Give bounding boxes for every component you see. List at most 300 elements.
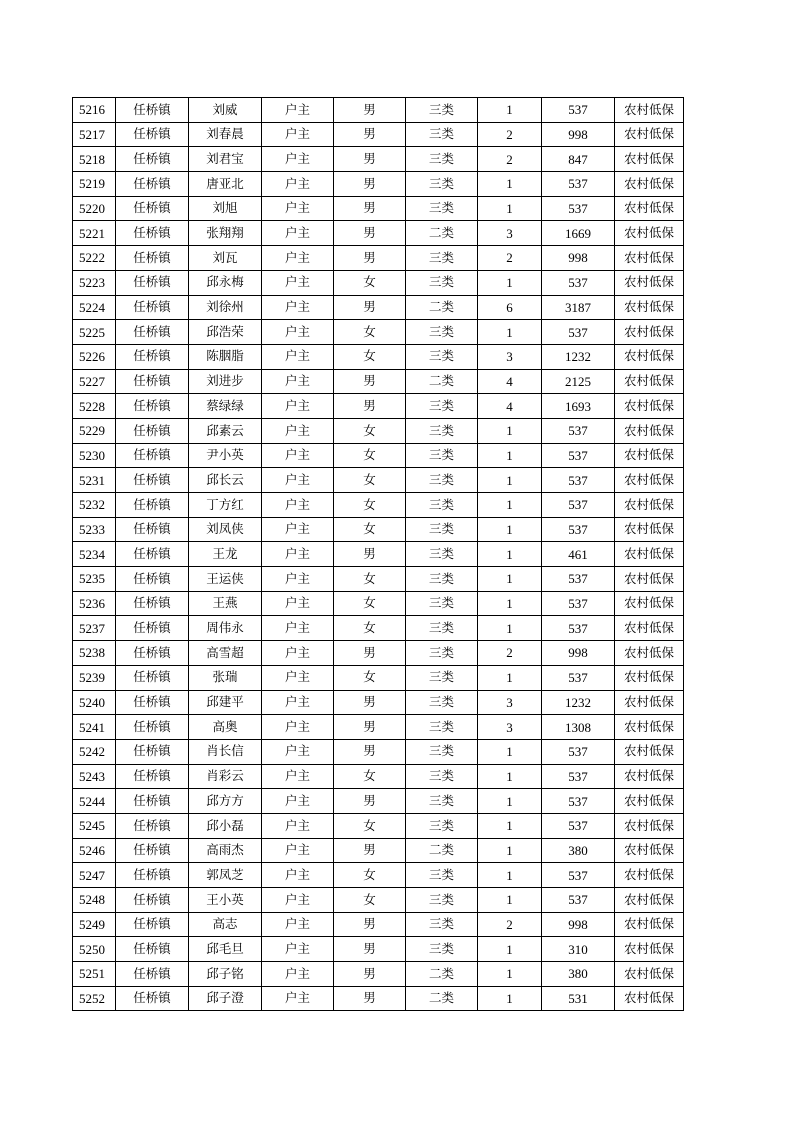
cell-relation: 户主 — [262, 344, 334, 369]
cell-amount: 1308 — [542, 715, 615, 740]
cell-town: 任桥镇 — [116, 764, 189, 789]
cell-category: 三类 — [406, 937, 478, 962]
cell-gender: 女 — [334, 567, 406, 592]
cell-household-size: 1 — [478, 542, 542, 567]
cell-amount: 537 — [542, 418, 615, 443]
cell-name: 王小英 — [189, 888, 262, 913]
cell-record-id: 5244 — [73, 789, 116, 814]
cell-relation: 户主 — [262, 147, 334, 172]
cell-program: 农村低保 — [615, 493, 684, 518]
table-row — [73, 542, 684, 567]
cell-name: 高雪超 — [189, 641, 262, 666]
cell-program: 农村低保 — [615, 270, 684, 295]
cell-program: 农村低保 — [615, 295, 684, 320]
cell-household-size: 1 — [478, 517, 542, 542]
cell-town: 任桥镇 — [116, 493, 189, 518]
cell-program: 农村低保 — [615, 98, 684, 123]
cell-amount: 1669 — [542, 221, 615, 246]
cell-record-id: 5227 — [73, 369, 116, 394]
cell-category: 三类 — [406, 98, 478, 123]
cell-record-id: 5231 — [73, 468, 116, 493]
cell-relation: 户主 — [262, 789, 334, 814]
cell-program: 农村低保 — [615, 962, 684, 987]
cell-relation: 户主 — [262, 468, 334, 493]
cell-record-id: 5236 — [73, 591, 116, 616]
cell-town: 任桥镇 — [116, 962, 189, 987]
cell-town: 任桥镇 — [116, 739, 189, 764]
cell-town: 任桥镇 — [116, 196, 189, 221]
cell-program: 农村低保 — [615, 369, 684, 394]
cell-name: 邱小磊 — [189, 813, 262, 838]
table-row — [73, 715, 684, 740]
cell-program: 农村低保 — [615, 888, 684, 913]
cell-household-size: 1 — [478, 739, 542, 764]
cell-town: 任桥镇 — [116, 567, 189, 592]
cell-relation: 户主 — [262, 715, 334, 740]
cell-category: 三类 — [406, 715, 478, 740]
cell-name: 刘进步 — [189, 369, 262, 394]
cell-amount: 537 — [542, 567, 615, 592]
cell-category: 三类 — [406, 888, 478, 913]
cell-relation: 户主 — [262, 739, 334, 764]
cell-town: 任桥镇 — [116, 147, 189, 172]
cell-relation: 户主 — [262, 641, 334, 666]
cell-relation: 户主 — [262, 912, 334, 937]
cell-program: 农村低保 — [615, 591, 684, 616]
cell-household-size: 2 — [478, 246, 542, 271]
cell-category: 三类 — [406, 394, 478, 419]
cell-gender: 女 — [334, 863, 406, 888]
cell-relation: 户主 — [262, 690, 334, 715]
cell-name: 肖长信 — [189, 739, 262, 764]
cell-name: 邱长云 — [189, 468, 262, 493]
cell-record-id: 5237 — [73, 616, 116, 641]
cell-amount: 537 — [542, 665, 615, 690]
cell-name: 郭凤芝 — [189, 863, 262, 888]
table-row — [73, 344, 684, 369]
cell-relation: 户主 — [262, 591, 334, 616]
cell-amount: 310 — [542, 937, 615, 962]
cell-gender: 男 — [334, 246, 406, 271]
cell-program: 农村低保 — [615, 641, 684, 666]
cell-relation: 户主 — [262, 221, 334, 246]
cell-record-id: 5241 — [73, 715, 116, 740]
cell-gender: 女 — [334, 320, 406, 345]
cell-amount: 537 — [542, 98, 615, 123]
cell-gender: 男 — [334, 295, 406, 320]
cell-amount: 2125 — [542, 369, 615, 394]
cell-household-size: 4 — [478, 394, 542, 419]
table-row — [73, 246, 684, 271]
cell-household-size: 3 — [478, 715, 542, 740]
cell-town: 任桥镇 — [116, 690, 189, 715]
cell-record-id: 5220 — [73, 196, 116, 221]
cell-program: 农村低保 — [615, 344, 684, 369]
cell-town: 任桥镇 — [116, 270, 189, 295]
cell-gender: 男 — [334, 715, 406, 740]
cell-household-size: 1 — [478, 962, 542, 987]
cell-town: 任桥镇 — [116, 616, 189, 641]
cell-amount: 537 — [542, 888, 615, 913]
cell-amount: 3187 — [542, 295, 615, 320]
cell-category: 三类 — [406, 122, 478, 147]
table-row — [73, 616, 684, 641]
cell-name: 刘旭 — [189, 196, 262, 221]
cell-gender: 女 — [334, 443, 406, 468]
cell-amount: 998 — [542, 122, 615, 147]
cell-gender: 男 — [334, 394, 406, 419]
cell-gender: 女 — [334, 591, 406, 616]
cell-relation: 户主 — [262, 764, 334, 789]
cell-record-id: 5234 — [73, 542, 116, 567]
cell-amount: 537 — [542, 789, 615, 814]
cell-household-size: 1 — [478, 567, 542, 592]
cell-program: 农村低保 — [615, 418, 684, 443]
cell-amount: 537 — [542, 863, 615, 888]
cell-relation: 户主 — [262, 418, 334, 443]
cell-name: 丁方红 — [189, 493, 262, 518]
cell-category: 三类 — [406, 320, 478, 345]
cell-household-size: 1 — [478, 320, 542, 345]
table-row — [73, 122, 684, 147]
cell-gender: 女 — [334, 616, 406, 641]
cell-town: 任桥镇 — [116, 246, 189, 271]
cell-program: 农村低保 — [615, 567, 684, 592]
cell-relation: 户主 — [262, 122, 334, 147]
cell-gender: 男 — [334, 986, 406, 1011]
cell-name: 刘威 — [189, 98, 262, 123]
cell-program: 农村低保 — [615, 246, 684, 271]
cell-town: 任桥镇 — [116, 369, 189, 394]
cell-gender: 男 — [334, 147, 406, 172]
cell-category: 三类 — [406, 147, 478, 172]
cell-category: 三类 — [406, 863, 478, 888]
cell-record-id: 5243 — [73, 764, 116, 789]
cell-category: 三类 — [406, 196, 478, 221]
cell-category: 三类 — [406, 517, 478, 542]
cell-amount: 537 — [542, 616, 615, 641]
cell-name: 邱毛旦 — [189, 937, 262, 962]
cell-amount: 537 — [542, 196, 615, 221]
cell-relation: 户主 — [262, 863, 334, 888]
cell-gender: 男 — [334, 789, 406, 814]
cell-program: 农村低保 — [615, 196, 684, 221]
cell-program: 农村低保 — [615, 937, 684, 962]
cell-record-id: 5247 — [73, 863, 116, 888]
table-row — [73, 813, 684, 838]
cell-amount: 537 — [542, 172, 615, 197]
cell-amount: 537 — [542, 813, 615, 838]
cell-program: 农村低保 — [615, 863, 684, 888]
cell-relation: 户主 — [262, 394, 334, 419]
cell-category: 三类 — [406, 665, 478, 690]
cell-category: 三类 — [406, 912, 478, 937]
cell-town: 任桥镇 — [116, 715, 189, 740]
cell-program: 农村低保 — [615, 122, 684, 147]
cell-amount: 537 — [542, 443, 615, 468]
cell-name: 王燕 — [189, 591, 262, 616]
cell-program: 农村低保 — [615, 986, 684, 1011]
cell-household-size: 1 — [478, 986, 542, 1011]
cell-program: 农村低保 — [615, 838, 684, 863]
cell-household-size: 2 — [478, 122, 542, 147]
cell-household-size: 3 — [478, 690, 542, 715]
cell-household-size: 3 — [478, 221, 542, 246]
cell-category: 三类 — [406, 418, 478, 443]
cell-amount: 998 — [542, 912, 615, 937]
cell-record-id: 5245 — [73, 813, 116, 838]
cell-town: 任桥镇 — [116, 641, 189, 666]
cell-category: 三类 — [406, 468, 478, 493]
cell-amount: 537 — [542, 468, 615, 493]
cell-category: 二类 — [406, 962, 478, 987]
cell-program: 农村低保 — [615, 468, 684, 493]
cell-household-size: 1 — [478, 937, 542, 962]
records-table — [72, 97, 684, 1011]
cell-town: 任桥镇 — [116, 443, 189, 468]
cell-household-size: 1 — [478, 888, 542, 913]
cell-record-id: 5224 — [73, 295, 116, 320]
cell-amount: 461 — [542, 542, 615, 567]
cell-town: 任桥镇 — [116, 789, 189, 814]
cell-relation: 户主 — [262, 369, 334, 394]
table-row — [73, 937, 684, 962]
cell-program: 农村低保 — [615, 172, 684, 197]
cell-relation: 户主 — [262, 270, 334, 295]
cell-gender: 男 — [334, 962, 406, 987]
cell-amount: 531 — [542, 986, 615, 1011]
cell-name: 陈胭脂 — [189, 344, 262, 369]
cell-town: 任桥镇 — [116, 912, 189, 937]
cell-program: 农村低保 — [615, 517, 684, 542]
cell-relation: 户主 — [262, 986, 334, 1011]
cell-relation: 户主 — [262, 320, 334, 345]
cell-household-size: 1 — [478, 789, 542, 814]
cell-program: 农村低保 — [615, 813, 684, 838]
cell-relation: 户主 — [262, 665, 334, 690]
cell-relation: 户主 — [262, 616, 334, 641]
cell-name: 邱浩荣 — [189, 320, 262, 345]
cell-gender: 男 — [334, 912, 406, 937]
cell-household-size: 1 — [478, 172, 542, 197]
cell-record-id: 5240 — [73, 690, 116, 715]
cell-town: 任桥镇 — [116, 838, 189, 863]
cell-gender: 男 — [334, 542, 406, 567]
cell-town: 任桥镇 — [116, 320, 189, 345]
cell-town: 任桥镇 — [116, 665, 189, 690]
table-row — [73, 789, 684, 814]
cell-gender: 男 — [334, 122, 406, 147]
cell-amount: 537 — [542, 493, 615, 518]
cell-household-size: 3 — [478, 344, 542, 369]
table-row — [73, 665, 684, 690]
cell-household-size: 2 — [478, 147, 542, 172]
cell-category: 三类 — [406, 616, 478, 641]
cell-category: 三类 — [406, 690, 478, 715]
cell-record-id: 5233 — [73, 517, 116, 542]
cell-name: 刘瓦 — [189, 246, 262, 271]
table-row — [73, 764, 684, 789]
cell-record-id: 5229 — [73, 418, 116, 443]
cell-household-size: 1 — [478, 838, 542, 863]
cell-relation: 户主 — [262, 517, 334, 542]
table-row — [73, 517, 684, 542]
cell-gender: 女 — [334, 813, 406, 838]
cell-record-id: 5252 — [73, 986, 116, 1011]
cell-record-id: 5249 — [73, 912, 116, 937]
table-row — [73, 320, 684, 345]
cell-program: 农村低保 — [615, 443, 684, 468]
cell-town: 任桥镇 — [116, 542, 189, 567]
cell-name: 邱永梅 — [189, 270, 262, 295]
cell-amount: 537 — [542, 764, 615, 789]
cell-town: 任桥镇 — [116, 221, 189, 246]
cell-name: 邱方方 — [189, 789, 262, 814]
cell-name: 邱素云 — [189, 418, 262, 443]
cell-gender: 女 — [334, 468, 406, 493]
cell-relation: 户主 — [262, 98, 334, 123]
cell-record-id: 5216 — [73, 98, 116, 123]
cell-category: 二类 — [406, 838, 478, 863]
cell-gender: 女 — [334, 888, 406, 913]
cell-name: 肖彩云 — [189, 764, 262, 789]
cell-program: 农村低保 — [615, 690, 684, 715]
cell-record-id: 5235 — [73, 567, 116, 592]
cell-program: 农村低保 — [615, 912, 684, 937]
cell-program: 农村低保 — [615, 221, 684, 246]
table-row — [73, 369, 684, 394]
table-row — [73, 221, 684, 246]
cell-town: 任桥镇 — [116, 122, 189, 147]
table-row — [73, 443, 684, 468]
cell-household-size: 1 — [478, 443, 542, 468]
cell-relation: 户主 — [262, 196, 334, 221]
cell-gender: 男 — [334, 369, 406, 394]
cell-relation: 户主 — [262, 493, 334, 518]
cell-relation: 户主 — [262, 937, 334, 962]
cell-category: 三类 — [406, 789, 478, 814]
cell-amount: 537 — [542, 320, 615, 345]
cell-category: 三类 — [406, 172, 478, 197]
cell-program: 农村低保 — [615, 616, 684, 641]
cell-gender: 男 — [334, 838, 406, 863]
cell-name: 张翔翔 — [189, 221, 262, 246]
cell-gender: 女 — [334, 418, 406, 443]
cell-household-size: 1 — [478, 98, 542, 123]
cell-name: 高志 — [189, 912, 262, 937]
table-row — [73, 912, 684, 937]
cell-name: 刘徐州 — [189, 295, 262, 320]
cell-town: 任桥镇 — [116, 937, 189, 962]
cell-relation: 户主 — [262, 813, 334, 838]
cell-amount: 998 — [542, 641, 615, 666]
cell-amount: 537 — [542, 591, 615, 616]
cell-category: 三类 — [406, 641, 478, 666]
cell-gender: 男 — [334, 172, 406, 197]
cell-household-size: 1 — [478, 813, 542, 838]
cell-amount: 998 — [542, 246, 615, 271]
cell-gender: 女 — [334, 517, 406, 542]
table-row — [73, 641, 684, 666]
cell-gender: 男 — [334, 641, 406, 666]
cell-town: 任桥镇 — [116, 591, 189, 616]
cell-town: 任桥镇 — [116, 344, 189, 369]
table-row — [73, 986, 684, 1011]
cell-amount: 847 — [542, 147, 615, 172]
cell-record-id: 5238 — [73, 641, 116, 666]
cell-relation: 户主 — [262, 962, 334, 987]
cell-category: 三类 — [406, 567, 478, 592]
cell-town: 任桥镇 — [116, 986, 189, 1011]
cell-record-id: 5250 — [73, 937, 116, 962]
cell-program: 农村低保 — [615, 665, 684, 690]
cell-record-id: 5251 — [73, 962, 116, 987]
cell-name: 邱建平 — [189, 690, 262, 715]
cell-town: 任桥镇 — [116, 98, 189, 123]
cell-name: 邱子澄 — [189, 986, 262, 1011]
table-row — [73, 838, 684, 863]
cell-record-id: 5221 — [73, 221, 116, 246]
cell-relation: 户主 — [262, 443, 334, 468]
cell-town: 任桥镇 — [116, 863, 189, 888]
cell-record-id: 5230 — [73, 443, 116, 468]
cell-category: 三类 — [406, 493, 478, 518]
cell-category: 三类 — [406, 270, 478, 295]
cell-relation: 户主 — [262, 888, 334, 913]
cell-record-id: 5242 — [73, 739, 116, 764]
table-row — [73, 98, 684, 123]
cell-gender: 女 — [334, 493, 406, 518]
cell-town: 任桥镇 — [116, 295, 189, 320]
cell-program: 农村低保 — [615, 394, 684, 419]
cell-household-size: 4 — [478, 369, 542, 394]
cell-household-size: 1 — [478, 665, 542, 690]
table-row — [73, 147, 684, 172]
cell-category: 三类 — [406, 443, 478, 468]
table-body — [73, 98, 684, 1011]
cell-gender: 男 — [334, 937, 406, 962]
cell-gender: 男 — [334, 98, 406, 123]
cell-record-id: 5218 — [73, 147, 116, 172]
table-row — [73, 962, 684, 987]
cell-gender: 女 — [334, 665, 406, 690]
cell-household-size: 1 — [478, 591, 542, 616]
cell-record-id: 5228 — [73, 394, 116, 419]
table-row — [73, 172, 684, 197]
cell-amount: 537 — [542, 517, 615, 542]
cell-town: 任桥镇 — [116, 418, 189, 443]
cell-record-id: 5239 — [73, 665, 116, 690]
cell-household-size: 1 — [478, 468, 542, 493]
cell-town: 任桥镇 — [116, 517, 189, 542]
cell-name: 周伟永 — [189, 616, 262, 641]
cell-program: 农村低保 — [615, 715, 684, 740]
cell-name: 唐亚北 — [189, 172, 262, 197]
cell-household-size: 1 — [478, 616, 542, 641]
cell-category: 三类 — [406, 813, 478, 838]
table-row — [73, 270, 684, 295]
cell-program: 农村低保 — [615, 739, 684, 764]
cell-town: 任桥镇 — [116, 888, 189, 913]
table-row — [73, 468, 684, 493]
cell-record-id: 5222 — [73, 246, 116, 271]
cell-amount: 537 — [542, 270, 615, 295]
cell-gender: 男 — [334, 221, 406, 246]
cell-record-id: 5219 — [73, 172, 116, 197]
cell-record-id: 5225 — [73, 320, 116, 345]
cell-name: 高奥 — [189, 715, 262, 740]
cell-category: 三类 — [406, 591, 478, 616]
